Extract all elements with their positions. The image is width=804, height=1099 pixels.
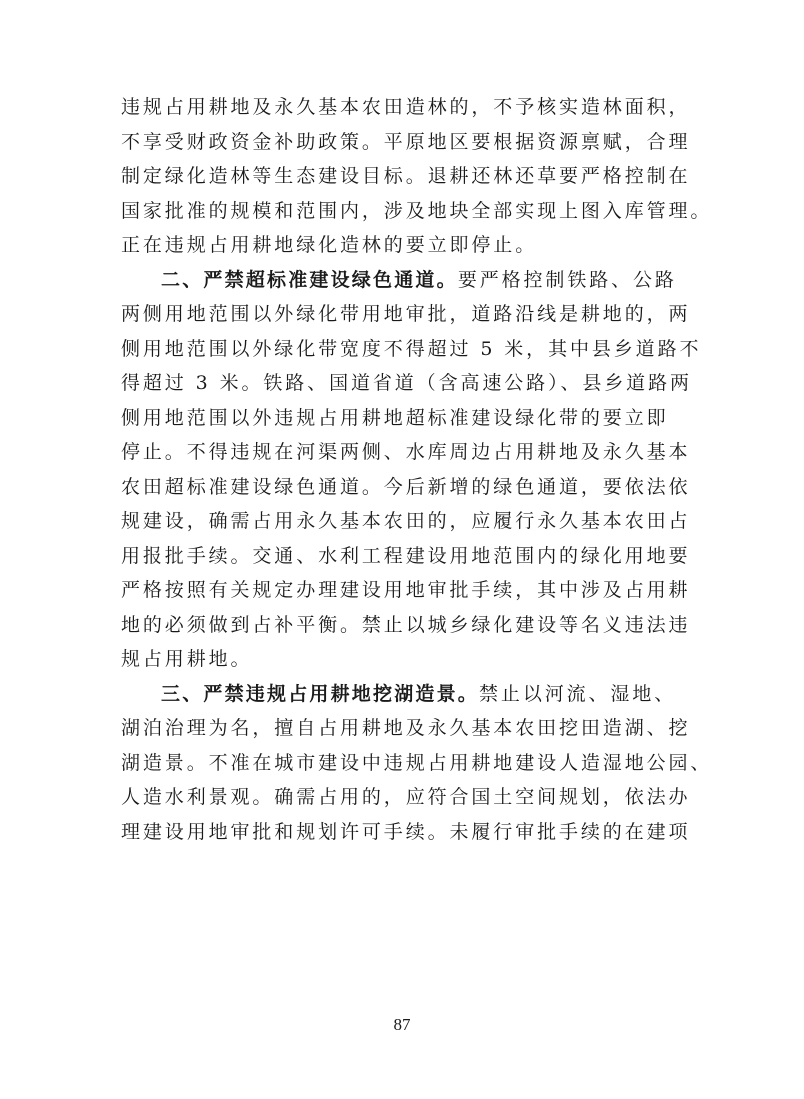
text-line: 停止。不得违规在河渠两侧、水库周边占用耕地及永久基本 <box>121 441 691 463</box>
text-line: 不享受财政资金补助政策。平原地区要根据资源禀赋，合理 <box>121 130 691 153</box>
text-line <box>121 677 681 712</box>
section-heading: 二、严禁超标准建设绿色通道。 <box>161 268 458 291</box>
paragraph-green-corridors <box>121 263 702 677</box>
text-line: 两侧用地范围以外绿化带用地审批，道路沿线是耕地的，两 <box>121 303 691 325</box>
text-run: 禁止以河流、湿地、 <box>479 682 677 705</box>
page-number: 87 <box>393 1015 411 1034</box>
text-line: 制定绿化造林等生态建设目标。退耕还林还草要严格控制在 <box>121 165 691 187</box>
text-line: 湖泊治理为名，擅自占用耕地及永久基本农田挖田造湖、挖 <box>121 717 691 739</box>
text-line: 农田超标准建设绿色通道。今后新增的绿色通道，要依法依 <box>121 475 691 498</box>
text-line: 理建设用地审批和规划许可手续。未履行审批手续的在建项 <box>121 820 691 843</box>
text-line: 规占用耕地。 <box>121 648 253 670</box>
text-line <box>121 263 681 298</box>
text-line: 国家批准的规模和范围内，涉及地块全部实现上图入库管理。 <box>121 199 713 222</box>
text-line: 违规占用耕地及永久基本农田造林的，不予核实造林面积， <box>121 96 691 118</box>
text-line: 规建设，确需占用永久基本农田的，应履行永久基本农田占 <box>121 510 691 532</box>
text-line: 侧用地范围以外绿化带宽度不得超过 5 米，其中县乡道路不 <box>121 337 702 360</box>
text-line: 正在违规占用耕地绿化造林的要立即停止。 <box>121 234 538 256</box>
body-text <box>121 90 713 849</box>
text-line: 严格按照有关规定办理建设用地审批手续，其中涉及占用耕 <box>121 579 691 601</box>
text-line: 地的必须做到占补平衡。禁止以城乡绿化建设等名义违法违 <box>121 613 691 636</box>
text-line: 湖造景。不准在城市建设中违规占用耕地建设人造湿地公园、 <box>121 751 713 774</box>
text-line: 侧用地范围以外违规占用耕地超标准建设绿化带的要立即 <box>121 406 669 429</box>
text-line: 用报批手续。交通、水利工程建设用地范围内的绿化用地要 <box>121 544 691 567</box>
text-line: 得超过 3 米。铁路、国道省道（含高速公路）、县乡道路两 <box>121 372 692 394</box>
paragraph-lake-landscaping <box>121 677 713 850</box>
paragraph-continuation <box>121 90 713 263</box>
text-run: 要严格控制铁路、公路 <box>457 268 677 291</box>
section-heading: 三、严禁违规占用耕地挖湖造景。 <box>161 682 480 705</box>
text-line: 人造水利景观。确需占用的，应符合国土空间规划，依法办 <box>121 786 691 808</box>
